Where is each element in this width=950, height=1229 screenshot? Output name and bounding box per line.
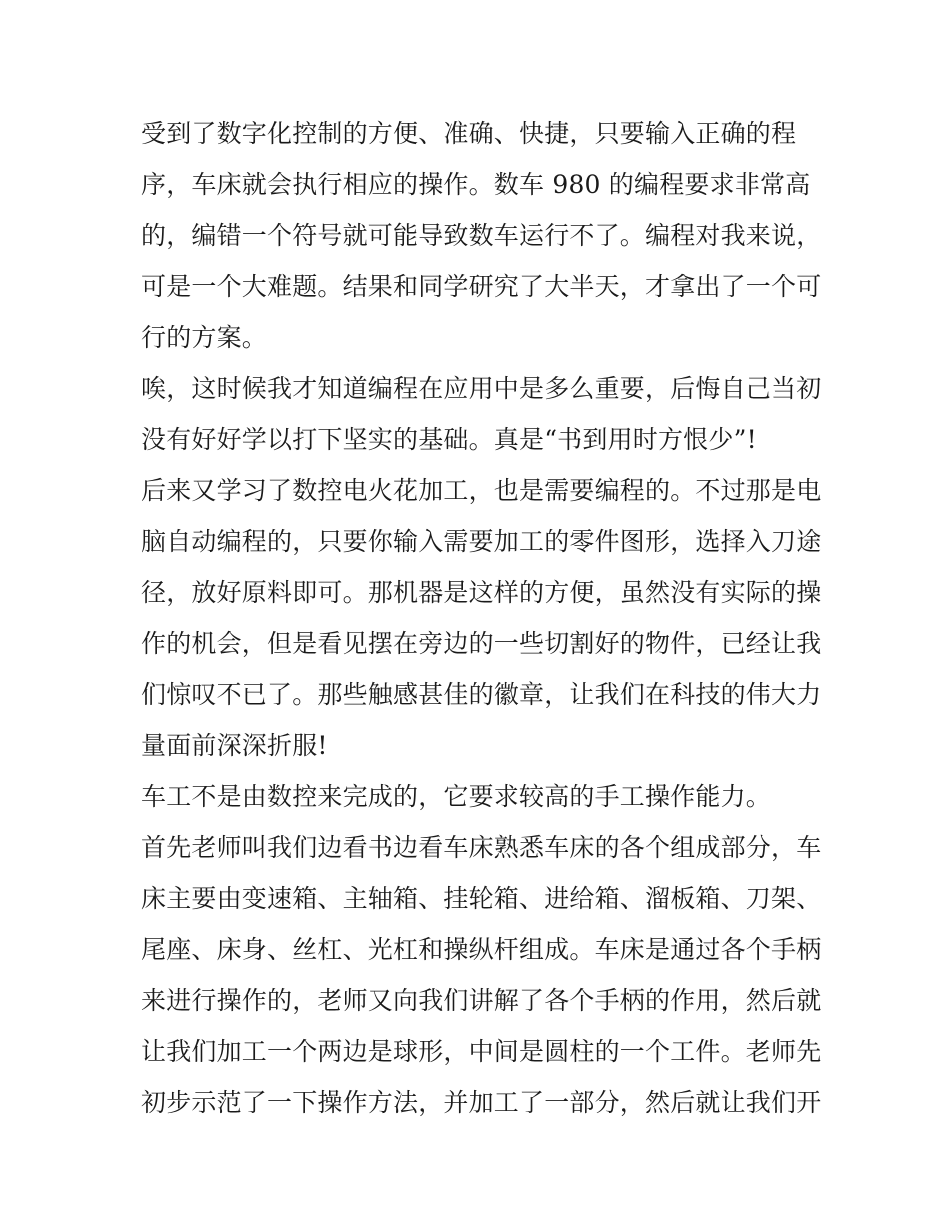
- text-line: 量面前深深折服!: [141, 731, 328, 760]
- text-line: 径，放好原料即可。那机器是这样的方便，虽然没有实际的操: [141, 578, 822, 607]
- text-line: 行的方案。: [141, 323, 268, 352]
- text-line: 受到了数字化控制的方便、准确、快捷，只要输入正确的程: [141, 119, 797, 148]
- text-line: 的，编错一个符号就可能导致数车运行不了。编程对我来说，: [141, 221, 822, 250]
- text-line: 作的机会，但是看见摆在旁边的一些切割好的物件，已经让我: [141, 629, 822, 658]
- text-line: 首先老师叫我们边看书边看车床熟悉车床的各个组成部分，车: [141, 833, 822, 862]
- text-line: 没有好好学以打下坚实的基础。真是“书到用时方恨少”!: [141, 425, 757, 454]
- text-line: 后来又学习了数控电火花加工，也是需要编程的。不过那是电: [141, 476, 822, 505]
- text-line: 车工不是由数控来完成的，它要求较高的手工操作能力。: [141, 782, 772, 811]
- text-line: 让我们加工一个两边是球形，中间是圆柱的一个工件。老师先: [141, 1037, 822, 1066]
- text-line: 床主要由变速箱、主轴箱、挂轮箱、进给箱、溜板箱、刀架、: [141, 884, 822, 913]
- text-line: 唉，这时候我才知道编程在应用中是多么重要，后悔自己当初: [141, 374, 822, 403]
- text-line: 可是一个大难题。结果和同学研究了大半天，才拿出了一个可: [141, 272, 822, 301]
- text-line: 来进行操作的，老师又向我们讲解了各个手柄的作用，然后就: [141, 986, 822, 1015]
- body-text: [141, 108, 831, 1128]
- text-line: 初步示范了一下操作方法，并加工了一部分，然后就让我们开: [141, 1088, 822, 1117]
- text-line: 们惊叹不已了。那些触感甚佳的徽章，让我们在科技的伟大力: [141, 680, 822, 709]
- text-line: 尾座、床身、丝杠、光杠和操纵杆组成。车床是通过各个手柄: [141, 935, 822, 964]
- text-line: 序，车床就会执行相应的操作。数车 980 的编程要求非常高: [141, 170, 811, 199]
- text-line: 脑自动编程的，只要你输入需要加工的零件图形，选择入刀途: [141, 527, 822, 556]
